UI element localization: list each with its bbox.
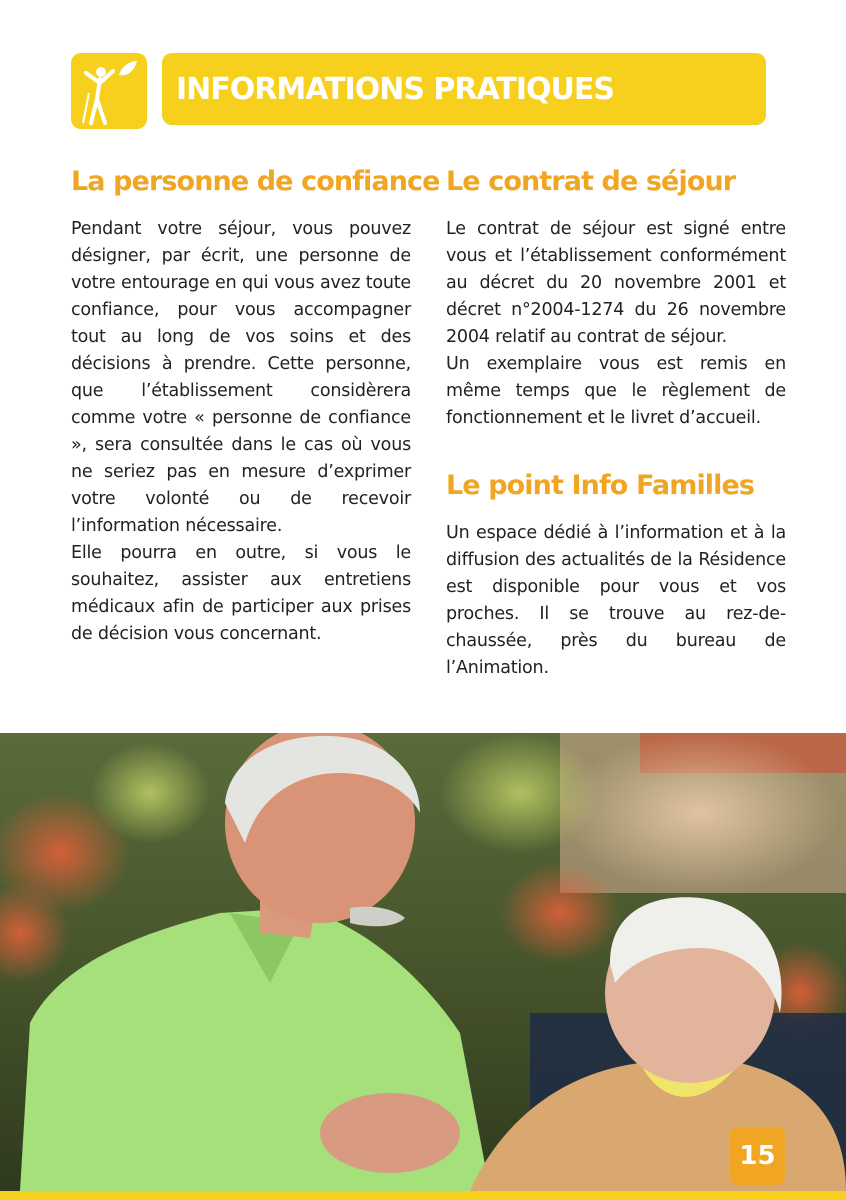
section-title-confiance: La personne de confiance xyxy=(71,166,440,197)
right-column xyxy=(446,158,786,682)
left-column xyxy=(71,158,440,648)
paragraph-contrat-1: Le contrat de séjour est signé entre vous et l’établissement conformément au décret du 20 novembre 2001 et décret n°2004-1274 du 26 novembre 2004 relatif au contrat de séjour. xyxy=(446,219,786,347)
header-bar xyxy=(162,53,766,125)
paragraph-contrat-2: Un exemplaire vous est remis en même temps que le règlement de fonctionnement et le livret d’accueil. xyxy=(446,354,786,428)
paragraph-info-familles: Un espace dédié à l’information et à la diffusion des actualités de la Résidence est disponible pour vous et vos proches. Il se trouve au rez-de-chaussée, près du bureau de l’Animation. xyxy=(446,523,786,678)
figure-leaf-icon xyxy=(71,53,147,129)
paragraph-confiance-1: Pendant votre séjour, vous pouvez désigner, par écrit, une personne de votre entourage en qui vous avez toute confiance, pour vous accompagner tout au long de vos soins et des décisions à prendre. Cette personne, que l’établissement considèrera comme votre « personne de confiance », sera consultée dans le cas où vous ne seriez pas en mesure d’exprimer votre volonté ou de recevoir l’information nécessaire. xyxy=(71,219,411,536)
section-title-info-familles: Le point Info Familles xyxy=(446,470,755,501)
paragraph-confiance-2: Elle pourra en outre, si vous le souhaitez, assister aux entretiens médicaux afin de participer aux prises de décision vous concernant. xyxy=(71,543,411,644)
header-logo xyxy=(71,53,147,129)
page-title: INFORMATIONS PRATIQUES xyxy=(176,71,614,107)
section-title-contrat: Le contrat de séjour xyxy=(446,166,736,197)
photo-seniors xyxy=(0,733,846,1191)
bottom-stripe xyxy=(0,1191,846,1200)
photo-illustration xyxy=(0,733,846,1191)
page-number: 15 xyxy=(730,1127,785,1185)
